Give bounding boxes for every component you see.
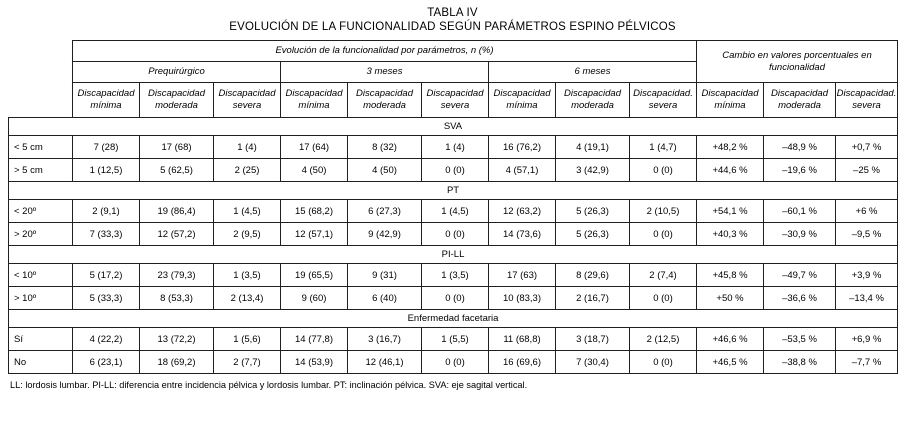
- cell: 2 (9,1): [73, 200, 140, 223]
- table-row: [9, 200, 898, 223]
- row-label: < 20º: [9, 200, 73, 223]
- table-header-row-1: [9, 41, 898, 62]
- cell: –30,9 %: [764, 223, 836, 246]
- section-label-pi-ll: PI-LL: [9, 246, 898, 264]
- cell: +6 %: [836, 200, 898, 223]
- section-label-pt: PT: [9, 182, 898, 200]
- cell: 1 (3,5): [422, 264, 489, 287]
- cell: 8 (53,3): [140, 287, 214, 310]
- cell: 2 (7,4): [630, 264, 697, 287]
- row-label: < 10º: [9, 264, 73, 287]
- cell: –25 %: [836, 159, 898, 182]
- cell: 5 (33,3): [73, 287, 140, 310]
- cell: –48,9 %: [764, 136, 836, 159]
- cell: 2 (25): [214, 159, 281, 182]
- cell: 17 (68): [140, 136, 214, 159]
- cell: 3 (42,9): [556, 159, 630, 182]
- cell: –60,1 %: [764, 200, 836, 223]
- cell: 1 (5,6): [214, 328, 281, 351]
- cell: +6,9 %: [836, 328, 898, 351]
- cell: –49,7 %: [764, 264, 836, 287]
- table-footnote: LL: lordosis lumbar. PI-LL: diferencia entre incidencia pélvica y lordosis lumbar. PT: inclinación pélvica. SVA: eje sagital vertical.: [10, 380, 528, 390]
- header-col-3: Discapacidad mínima: [281, 83, 348, 118]
- cell: 6 (40): [348, 287, 422, 310]
- cell: –38,8 %: [764, 351, 836, 374]
- cell: 19 (86,4): [140, 200, 214, 223]
- cell: 1 (3,5): [214, 264, 281, 287]
- row-label: < 5 cm: [9, 136, 73, 159]
- cell: 19 (65,5): [281, 264, 348, 287]
- cell: 8 (29,6): [556, 264, 630, 287]
- table-number: TABLA IV: [427, 7, 478, 19]
- cell: +46,5 %: [697, 351, 764, 374]
- cell: 17 (64): [281, 136, 348, 159]
- data-table: [8, 40, 898, 374]
- header-col-0: Discapacidad mínima: [73, 83, 140, 118]
- cell: 0 (0): [422, 223, 489, 246]
- row-label: > 10º: [9, 287, 73, 310]
- cell: 9 (42,9): [348, 223, 422, 246]
- cell: 5 (26,3): [556, 223, 630, 246]
- cell: 1 (4): [422, 136, 489, 159]
- cell: +46,6 %: [697, 328, 764, 351]
- header-col-2: Discapacidad severa: [214, 83, 281, 118]
- cell: 2 (16,7): [556, 287, 630, 310]
- cell: +48,2 %: [697, 136, 764, 159]
- cell: –9,5 %: [836, 223, 898, 246]
- section-header-row: [9, 182, 898, 200]
- cell: +0,7 %: [836, 136, 898, 159]
- header-super-evolution: Evolución de la funcionalidad por parámetros, n (%): [73, 41, 697, 62]
- cell: 13 (72,2): [140, 328, 214, 351]
- cell: 4 (57,1): [489, 159, 556, 182]
- cell: 10 (83,3): [489, 287, 556, 310]
- header-col-9: Discapacidad mínima: [697, 83, 764, 118]
- cell: 3 (18,7): [556, 328, 630, 351]
- cell: –53,5 %: [764, 328, 836, 351]
- header-group-6-meses: 6 meses: [489, 62, 697, 83]
- section-header-row: [9, 118, 898, 136]
- section-label-enfermedad-facetaria: Enfermedad facetaria: [9, 310, 898, 328]
- header-change-percent: Cambio en valores porcentuales en funcionalidad: [697, 41, 898, 83]
- cell: 9 (60): [281, 287, 348, 310]
- cell: 3 (16,7): [348, 328, 422, 351]
- cell: 16 (69,6): [489, 351, 556, 374]
- row-label: > 5 cm: [9, 159, 73, 182]
- cell: 0 (0): [422, 287, 489, 310]
- cell: 16 (76,2): [489, 136, 556, 159]
- cell: 4 (22,2): [73, 328, 140, 351]
- cell: 12 (46,1): [348, 351, 422, 374]
- cell: 12 (57,2): [140, 223, 214, 246]
- cell: +3,9 %: [836, 264, 898, 287]
- row-label: No: [9, 351, 73, 374]
- cell: 15 (68,2): [281, 200, 348, 223]
- cell: 8 (32): [348, 136, 422, 159]
- cell: 12 (57,1): [281, 223, 348, 246]
- cell: +45,8 %: [697, 264, 764, 287]
- table-row: [9, 136, 898, 159]
- cell: +54,1 %: [697, 200, 764, 223]
- header-corner-cell-3: [9, 83, 73, 118]
- header-col-11: Discapacidad. severa: [836, 83, 898, 118]
- cell: 1 (12,5): [73, 159, 140, 182]
- header-group-prequirurgico: Prequirúrgico: [73, 62, 281, 83]
- table-row: [9, 159, 898, 182]
- cell: 6 (27,3): [348, 200, 422, 223]
- cell: 17 (63): [489, 264, 556, 287]
- header-corner-cell-2: [9, 62, 73, 83]
- cell: 1 (4,5): [214, 200, 281, 223]
- header-col-1: Discapacidad moderada: [140, 83, 214, 118]
- cell: 14 (77,8): [281, 328, 348, 351]
- header-col-5: Discapacidad severa: [422, 83, 489, 118]
- cell: +50 %: [697, 287, 764, 310]
- cell: 9 (31): [348, 264, 422, 287]
- cell: 1 (5,5): [422, 328, 489, 351]
- cell: 1 (4,5): [422, 200, 489, 223]
- cell: 7 (28): [73, 136, 140, 159]
- cell: 18 (69,2): [140, 351, 214, 374]
- cell: 4 (50): [348, 159, 422, 182]
- cell: 4 (50): [281, 159, 348, 182]
- cell: –36,6 %: [764, 287, 836, 310]
- cell: 12 (63,2): [489, 200, 556, 223]
- cell: +40,3 %: [697, 223, 764, 246]
- cell: 2 (12,5): [630, 328, 697, 351]
- cell: 0 (0): [422, 159, 489, 182]
- cell: 2 (7,7): [214, 351, 281, 374]
- header-col-10: Discapacidad moderada: [764, 83, 836, 118]
- table-row: [9, 287, 898, 310]
- cell: 2 (13,4): [214, 287, 281, 310]
- header-group-3-meses: 3 meses: [281, 62, 489, 83]
- cell: 7 (30,4): [556, 351, 630, 374]
- row-label: Sí: [9, 328, 73, 351]
- table-row: [9, 328, 898, 351]
- cell: 0 (0): [630, 287, 697, 310]
- cell: 2 (10,5): [630, 200, 697, 223]
- header-col-7: Discapacidad moderada: [556, 83, 630, 118]
- header-col-6: Discapacidad mínima: [489, 83, 556, 118]
- row-label: > 20º: [9, 223, 73, 246]
- cell: 4 (19,1): [556, 136, 630, 159]
- cell: –13,4 %: [836, 287, 898, 310]
- cell: 1 (4,7): [630, 136, 697, 159]
- cell: 5 (26,3): [556, 200, 630, 223]
- page-title: EVOLUCIÓN DE LA FUNCIONALIDAD SEGÚN PARÁMETROS ESPINO PÉLVICOS: [229, 21, 676, 33]
- cell: 1 (4): [214, 136, 281, 159]
- cell: –19,6 %: [764, 159, 836, 182]
- section-label-sva: SVA: [9, 118, 898, 136]
- section-header-row: [9, 310, 898, 328]
- cell: 7 (33,3): [73, 223, 140, 246]
- table-row: [9, 351, 898, 374]
- title-block: [8, 0, 897, 35]
- section-header-row: [9, 246, 898, 264]
- cell: 11 (68,8): [489, 328, 556, 351]
- cell: –7,7 %: [836, 351, 898, 374]
- cell: 0 (0): [630, 223, 697, 246]
- cell: 5 (62,5): [140, 159, 214, 182]
- cell: 14 (73,6): [489, 223, 556, 246]
- cell: +44,6 %: [697, 159, 764, 182]
- cell: 5 (17,2): [73, 264, 140, 287]
- cell: 2 (9,5): [214, 223, 281, 246]
- header-col-8: Discapacidad. severa: [630, 83, 697, 118]
- table-header-row-3: [9, 83, 898, 118]
- table-row: [9, 264, 898, 287]
- header-col-4: Discapacidad moderada: [348, 83, 422, 118]
- cell: 0 (0): [630, 351, 697, 374]
- header-corner-cell: [9, 41, 73, 62]
- table-row: [9, 223, 898, 246]
- cell: 0 (0): [422, 351, 489, 374]
- cell: 23 (79,3): [140, 264, 214, 287]
- cell: 6 (23,1): [73, 351, 140, 374]
- cell: 0 (0): [630, 159, 697, 182]
- cell: 14 (53,9): [281, 351, 348, 374]
